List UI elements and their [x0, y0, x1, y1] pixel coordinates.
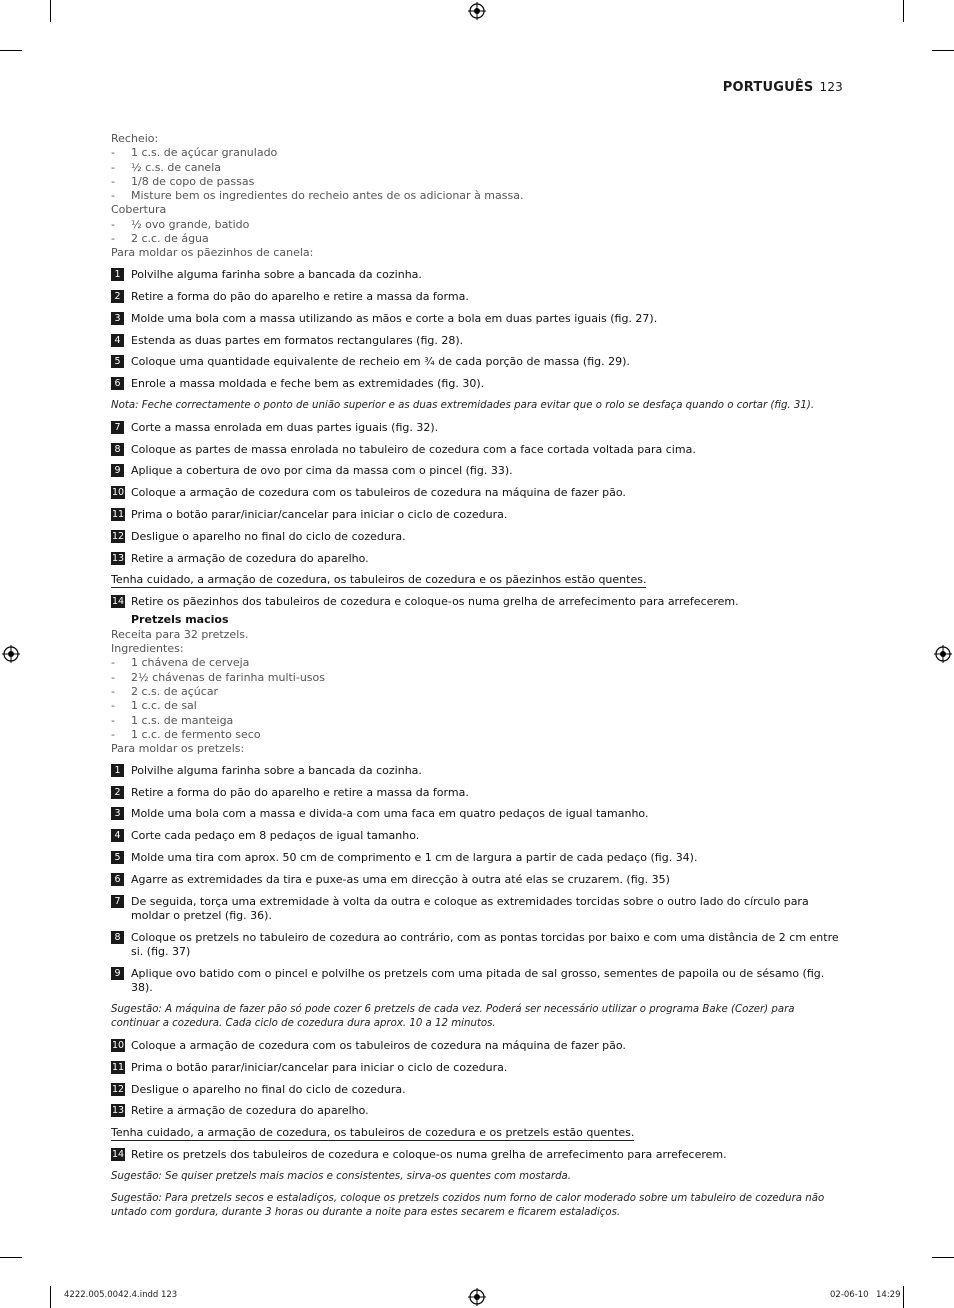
step-number-badge: 2	[111, 290, 124, 303]
registration-mark-icon	[934, 645, 952, 663]
step-item	[111, 851, 843, 865]
paragraph-text: Para moldar os pãezinhos de canela:	[111, 246, 314, 260]
step-text: Coloque uma quantidade equivalente de recheio em ¾ de cada porção de massa (fig. 29).	[131, 355, 630, 369]
step-text: Retire a forma do pão do aparelho e retire a massa da forma.	[131, 785, 469, 799]
step-text: Enrole a massa moldada e feche bem as extremidades (fig. 30).	[131, 377, 485, 391]
crop-mark	[50, 0, 51, 22]
step-number-badge: 7	[111, 421, 124, 434]
step-item	[111, 552, 843, 566]
step-number-badge: 1	[111, 268, 124, 281]
paragraph-text: Cobertura	[111, 203, 167, 217]
list-item: - 1 c.c. de fermento seco	[111, 728, 843, 742]
step-number-badge: 5	[111, 851, 124, 864]
step-number-badge: 14	[112, 596, 125, 608]
warning-underlined-text: Tenha cuidado, a armação de cozedura, os tabuleiros de cozedura e os pãezinhos estão quentes.	[111, 573, 647, 587]
warning-text	[111, 573, 843, 587]
step-text: Prima o botão parar/iniciar/cancelar para iniciar o ciclo de cozedura.	[131, 507, 508, 521]
step-item	[111, 377, 843, 391]
step-text: Desligue o aparelho no final do ciclo de cozedura.	[131, 1082, 406, 1096]
warning-text	[111, 1126, 843, 1140]
step-number-badge: 3	[111, 312, 124, 325]
list-item: - 1/8 de copo de passas	[111, 175, 843, 189]
step-item	[111, 1061, 843, 1075]
step-number-badge: 4	[111, 829, 124, 842]
step-number-badge: 1	[111, 764, 124, 777]
step-item	[111, 312, 843, 326]
crop-mark	[903, 0, 904, 22]
step-text: Polvilhe alguma farinha sobre a bancada da cozinha.	[131, 268, 422, 282]
step-text: De seguida, torça uma extremidade à volta da outra e coloque as extremidades torcidas sobre o outro lado do círculo para moldar o pretzel (fig. 36).	[131, 894, 809, 922]
step-item	[111, 268, 843, 282]
registration-mark-icon	[2, 645, 20, 663]
step-text: Corte a massa enrolada em duas partes iguais (fig. 32).	[131, 420, 439, 434]
step-text: Retire a armação de cozedura do aparelho.	[131, 551, 369, 565]
page-content	[111, 132, 843, 1220]
step-text: Retire os pretzels dos tabuleiros de cozedura e coloque-os numa grelha de arrefecimento para arrefecerem.	[131, 1148, 727, 1162]
step-item	[111, 486, 843, 500]
step-item	[111, 895, 843, 924]
step-text: Retire os pãezinhos dos tabuleiros de cozedura e coloque-os numa grelha de arrefecimento para arrefecerem.	[131, 595, 739, 609]
step-text: Molde uma bola com a massa utilizando as mãos e corte a bola em duas partes iguais (fig. 27).	[131, 311, 658, 325]
step-item	[111, 1039, 843, 1053]
crop-mark	[932, 1257, 954, 1258]
step-text: Retire a forma do pão do aparelho e retire a massa da forma.	[131, 289, 469, 303]
step-item	[111, 464, 843, 478]
step-text: Retire a armação de cozedura do aparelho.	[131, 1104, 369, 1118]
step-number-badge: 8	[111, 443, 124, 456]
list-item: - 1 c.c. de sal	[111, 699, 843, 713]
section-heading: Pretzels macios	[131, 613, 229, 627]
crop-mark	[0, 1257, 22, 1258]
step-text: Coloque a armação de cozedura com os tabuleiros de cozedura na máquina de fazer pão.	[131, 486, 626, 500]
step-number-badge: 9	[111, 464, 124, 477]
step-number-badge: 14	[112, 1149, 125, 1161]
footer-file-name: 4222.005.0042.4.indd 123	[64, 1290, 178, 1300]
step-item	[111, 873, 843, 887]
step-item	[111, 967, 843, 996]
step-item	[111, 931, 843, 960]
step-item	[111, 1104, 843, 1118]
paragraph-text: Ingredientes:	[111, 642, 184, 656]
list-item: - 1 c.s. de manteiga	[111, 714, 843, 728]
list-item: - Misture bem os ingredientes do recheio antes de os adicionar à massa.	[111, 189, 843, 203]
paragraph-text: Receita para 32 pretzels.	[111, 627, 249, 641]
step-item	[111, 764, 843, 778]
crop-mark	[50, 1286, 51, 1308]
step-number-badge: 12	[112, 1083, 125, 1095]
note-text: Sugestão: Se quiser pretzels mais macios e consistentes, sirva-os quentes com mostarda.	[111, 1170, 572, 1182]
step-number-badge: 6	[111, 873, 124, 886]
step-number-badge: 3	[111, 807, 124, 820]
list-item: - 1 c.s. de açúcar granulado	[111, 146, 843, 160]
paragraph-text: Para moldar os pretzels:	[111, 742, 245, 756]
step-number-badge: 9	[111, 967, 124, 980]
step-item	[111, 508, 843, 522]
step-item	[111, 829, 843, 843]
step-number-badge: 13	[112, 1105, 125, 1117]
step-number-badge: 12	[112, 530, 125, 542]
step-item	[111, 807, 843, 821]
step-text: Corte cada pedaço em 8 pedaços de igual tamanho.	[131, 829, 420, 843]
crop-mark	[903, 1286, 904, 1308]
step-text: Estenda as duas partes em formatos rectangulares (fig. 28).	[131, 333, 464, 347]
list-item: - 2 c.s. de açúcar	[111, 685, 843, 699]
page-number: 123	[819, 80, 843, 94]
step-number-badge: 11	[112, 1061, 125, 1073]
step-item	[111, 443, 843, 457]
step-text: Coloque os pretzels no tabuleiro de cozedura ao contrário, com as pontas torcidas por baixo e com uma distância de 2 cm entre si. (fig. 37)	[131, 930, 839, 959]
step-item	[111, 1148, 843, 1162]
list-item: - 2½ chávenas de farinha multi-usos	[111, 671, 843, 685]
step-number-badge: 7	[111, 895, 124, 908]
step-number-badge: 6	[111, 377, 124, 390]
crop-mark	[932, 50, 954, 51]
step-number-badge: 10	[112, 1040, 125, 1052]
step-number-badge: 8	[111, 931, 124, 944]
step-text: Aplique a cobertura de ovo por cima da massa com o pincel (fig. 33).	[131, 464, 513, 478]
note-text: Sugestão: A máquina de fazer pão só pode cozer 6 pretzels de cada vez. Poderá ser necessário utilizar o programa Bake (Cozer) para continuar a cozedura. Cada ciclo de cozedura dura aprox. 10 a 12 minutos.	[111, 1003, 795, 1030]
step-text: Aplique ovo batido com o pincel e polvilhe os pretzels com uma pitada de sal grosso, sementes de papoila ou de sésamo (fig. 38).	[131, 966, 825, 995]
step-item	[111, 421, 843, 435]
step-number-badge: 2	[111, 786, 124, 799]
step-text: Coloque a armação de cozedura com os tabuleiros de cozedura na máquina de fazer pão.	[131, 1039, 626, 1053]
step-item	[111, 1083, 843, 1097]
step-item	[111, 786, 843, 800]
list-item: - 1 chávena de cerveja	[111, 656, 843, 670]
step-text: Molde uma tira com aprox. 50 cm de comprimento e 1 cm de largura a partir de cada pedaço (fig. 34).	[131, 851, 698, 865]
step-number-badge: 10	[112, 487, 125, 499]
step-item	[111, 530, 843, 544]
step-text: Polvilhe alguma farinha sobre a bancada da cozinha.	[131, 763, 422, 777]
step-number-badge: 4	[111, 334, 124, 347]
registration-mark-icon	[468, 1288, 486, 1306]
step-number-badge: 11	[112, 508, 125, 520]
step-item	[111, 334, 843, 348]
footer-date: 02-06-10	[830, 1290, 869, 1300]
step-text: Agarre as extremidades da tira e puxe-as uma em direcção à outra até elas se cruzarem. (fig. 35)	[131, 872, 670, 886]
language-label: PORTUGUÊS	[722, 80, 814, 95]
registration-mark-icon	[468, 2, 486, 20]
step-text: Molde uma bola com a massa e divida-a com uma faca em quatro pedaços de igual tamanho.	[131, 807, 649, 821]
step-text: Desligue o aparelho no final do ciclo de cozedura.	[131, 529, 406, 543]
step-text: Coloque as partes de massa enrolada no tabuleiro de cozedura com a face cortada voltada para cima.	[131, 442, 696, 456]
warning-underlined-text: Tenha cuidado, a armação de cozedura, os tabuleiros de cozedura e os pretzels estão quentes.	[111, 1126, 635, 1140]
note-text: Nota: Feche correctamente o ponto de união superior e as duas extremidades para evitar que o rolo se desfaça quando o cortar (fig. 31).	[111, 399, 815, 411]
step-item	[111, 355, 843, 369]
step-item	[111, 595, 843, 609]
footer-time: 14:29	[876, 1290, 901, 1300]
page-header	[723, 80, 843, 95]
step-item	[111, 290, 843, 304]
list-item: - 2 c.c. de água	[111, 232, 843, 246]
crop-mark	[0, 50, 22, 51]
step-number-badge: 13	[112, 552, 125, 564]
list-item: - ½ c.s. de canela	[111, 161, 843, 175]
note-text: Sugestão: Para pretzels secos e estaladiços, coloque os pretzels cozidos num forno de calor moderado sobre um tabuleiro de cozedura não untado com gordura, durante 3 horas ou durante a noite para estes secarem e ficarem estaladiços.	[111, 1192, 825, 1218]
paragraph-text: Recheio:	[111, 132, 159, 145]
list-item: - ½ ovo grande, batido	[111, 218, 843, 232]
step-text: Prima o botão parar/iniciar/cancelar para iniciar o ciclo de cozedura.	[131, 1060, 508, 1074]
step-number-badge: 5	[111, 355, 124, 368]
